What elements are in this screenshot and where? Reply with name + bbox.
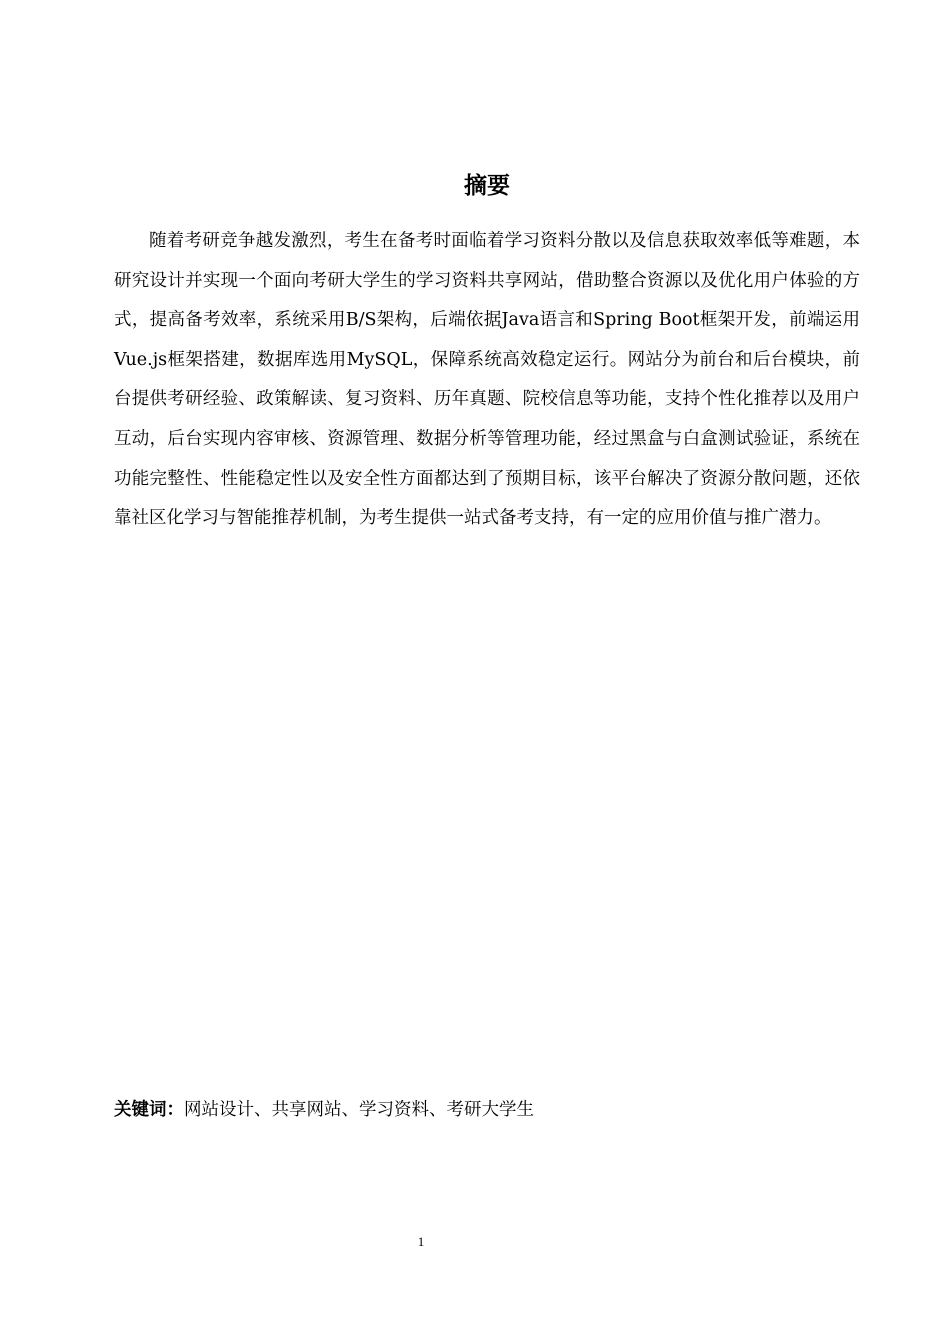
page-number: 1: [417, 1234, 425, 1249]
keywords-line: [114, 1095, 860, 1125]
abstract-title: 摘要: [464, 173, 510, 199]
keywords-label: 关键词：: [114, 1100, 184, 1120]
abstract-body: 随着考研竞争越发激烈，考生在备考时面临着学习资料分散以及信息获取效率低等难题，本研究设计并实现一个面向考研大学生的学习资料共享网站，借助整合资源以及优化用户体验的方式，提高备考效率，系统采用B/S架构，后端依据Java语言和Spring Boot框架开发，前端运用Vue.js框架搭建，数据库选用MySQL，保障系统高效稳定运行。网站分为前台和后台模块，前台提供考研经验、政策解读、复习资料、历年真题、院校信息等功能，支持个性化推荐以及用户互动，后台实现内容审核、资源管理、数据分析等管理功能，经过黑盒与白盒测试验证，系统在功能完整性、性能稳定性以及安全性方面都达到了预期目标，该平台解决了资源分散问题，还依靠社区化学习与智能推荐机制，为考生提供一站式备考支持，有一定的应用价值与推广潜力。: [114, 231, 860, 529]
keywords-text: 网站设计、共享网站、学习资料、考研大学生: [184, 1100, 534, 1120]
